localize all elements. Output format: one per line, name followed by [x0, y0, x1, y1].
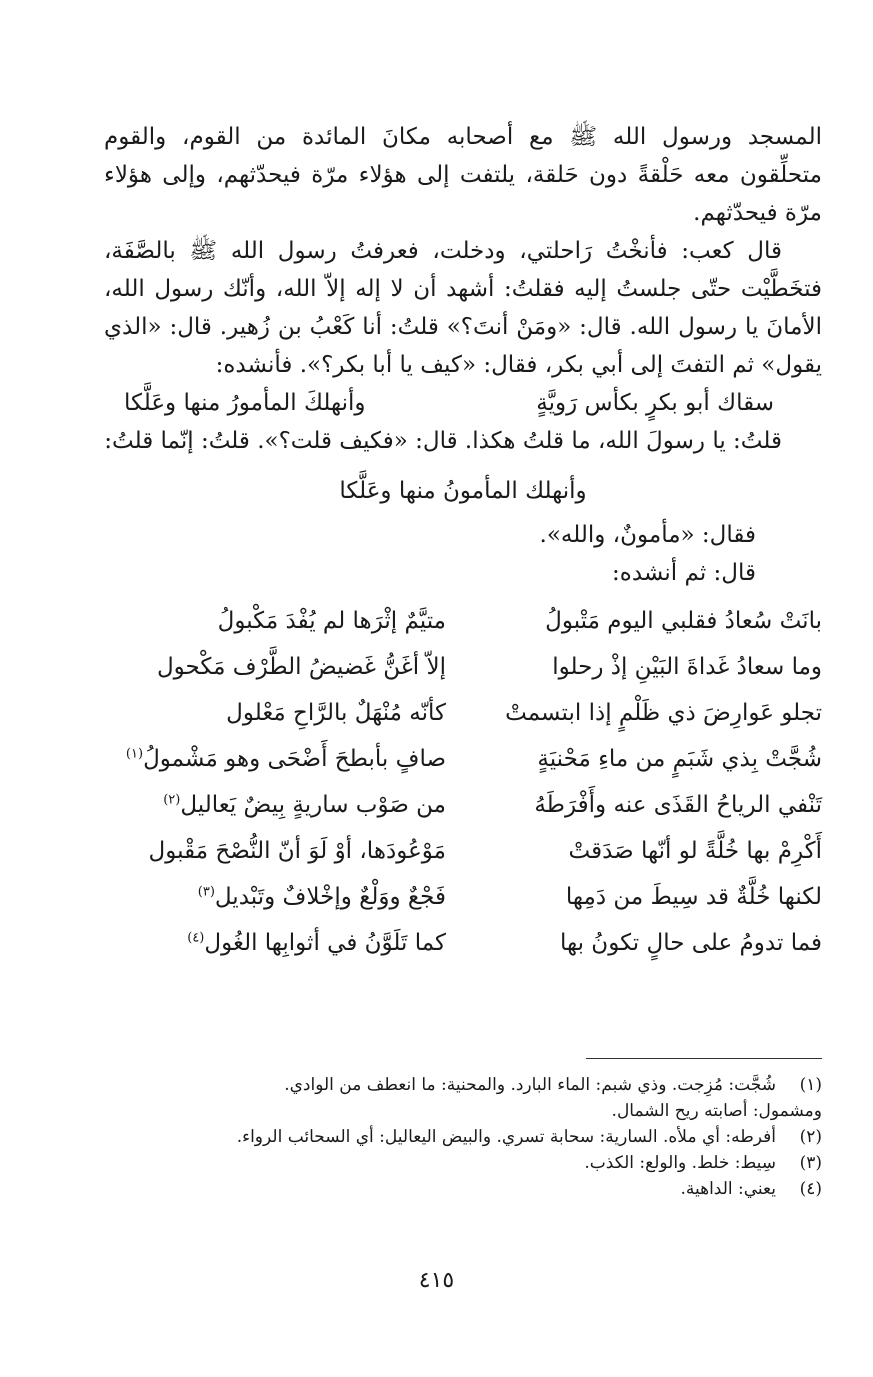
verse-text: متيَّمٌ إثْرَها لم يُفْدَ مَكْبولُ: [217, 608, 446, 634]
verse-second-hemistich: [104, 832, 446, 870]
footnote-separator: [586, 1058, 822, 1059]
verse-second-hemistich: [104, 878, 446, 916]
verse-first-hemistich: تَنْفي الرياحُ القَذَى عنه وأَفْرَطَهُ: [534, 792, 822, 818]
verse-first-hemistich: شُجَّتْ بِذي شَبَمٍ من ماءِ مَحْنيَةٍ: [537, 746, 822, 772]
footnotes: [104, 1072, 822, 1202]
page-number: ٤١٥: [418, 1268, 455, 1293]
centered-verse: وأنهلك المأمونُ منها وعَلَّكا: [339, 478, 587, 504]
footnote-number: (٣): [799, 1153, 822, 1173]
verse-text: فَجْعٌ ووَلْعٌ وإخْلافٌ وتَبْديل: [214, 884, 446, 910]
inline-couplet-right: سقاك أبو بكرٍ بكأس رَويَّةٍ: [536, 390, 774, 416]
poem-verse: [104, 598, 822, 644]
verse-text: كأنّه مُنْهَلٌ بالرَّاحِ مَعْلول: [226, 700, 446, 726]
footnote-text: شُجَّت: مُزِجت. وذي شبم: الماء البارد. والمحنية: ما انعطف من الوادي.: [284, 1075, 776, 1095]
verse-first-hemistich: فما تدومُ على حالٍ تكونُ بها: [559, 930, 822, 956]
verse-first-hemistich: أَكْرِمْ بها خُلَّةً لو أنّها صَدَقتْ: [568, 838, 822, 864]
paragraph-3: قلتُ: يا رسولَ الله، ما قلتُ هكذا. قال: «فكيف قلت؟». قلتُ: إنّما قلتُ:: [104, 428, 782, 454]
footnote-marker: (٢): [163, 792, 181, 808]
verse-second-hemistich: [104, 648, 446, 686]
verse-first-hemistich: بانَتْ سُعادُ فقلبي اليوم مَتْبولُ: [545, 608, 822, 634]
paragraph-1: المسجد ورسول الله ﷺ مع أصحابه مكانَ المائدة من القوم، والقوم متحلِّقون معه حَلْقةً دون حَلقة، يلتفت إلى هؤلاء مرّة فيحدّثهم، وإلى هؤلاء مرّة فيحدّثهم.: [104, 124, 822, 226]
inline-couplet: [104, 384, 822, 422]
main-text: [104, 118, 822, 966]
footnote-marker: (٣): [197, 884, 215, 900]
footnote: [104, 1150, 822, 1176]
verse-second-hemistich: [104, 924, 446, 962]
verse-text: من صَوْب ساريةٍ بِيضٌ يَعاليل: [180, 792, 446, 818]
footnote: [104, 1176, 822, 1202]
footnote: [104, 1124, 822, 1150]
footnote-text: يعني: الداهية.: [680, 1179, 776, 1199]
poem-verse: [104, 782, 822, 828]
verse-text: إلاّ أغَنُّ غَضيضُ الطَّرْف مَكْحول: [156, 654, 446, 680]
verse-first-hemistich: وما سعادُ غَداةَ البَيْنِ إذْ رحلوا: [552, 654, 822, 680]
footnote-text: سِيط: خلط. والولع: الكذب.: [584, 1153, 776, 1173]
verse-text: صافٍ بأبطحَ أَضْحَى وهو مَشْمولُ: [143, 746, 446, 772]
poem: [104, 598, 822, 966]
poem-verse: [104, 690, 822, 736]
verse-first-hemistich: لكنها خُلَّةٌ قد سِيطَ من دَمِها: [565, 884, 822, 910]
verse-text: مَوْعُودَها، أوْ لَوَ أنّ النُّصْحَ مَقْبول: [148, 838, 446, 864]
footnote-number: (٢): [799, 1127, 822, 1147]
footnote: [104, 1072, 822, 1098]
quote-line-2: قال: ثم أنشده:: [612, 560, 756, 586]
verse-second-hemistich: [104, 740, 446, 778]
verse-second-hemistich: [104, 694, 446, 732]
inline-couplet-left: وأنهلكَ المأمورُ منها وعَلَّكا: [124, 390, 366, 416]
verse-second-hemistich: [104, 786, 446, 824]
verse-second-hemistich: [104, 602, 446, 640]
footnote-marker: (٤): [187, 930, 205, 946]
footnote-marker: (١): [125, 746, 144, 762]
poem-verse: [104, 644, 822, 690]
poem-verse: [104, 828, 822, 874]
quote-line-1: فقال: «مأمونٌ، والله».: [539, 522, 756, 548]
footnote-continuation: ومشمول: أصابته ريح الشمال.: [611, 1101, 822, 1121]
verse-text: كما تَلَوَّنُ في أثوابِها الغُول: [204, 930, 446, 956]
footnote-number: (١): [799, 1075, 822, 1095]
footnote-text: أفرطه: أي ملأه. السارية: سحابة تسري. والبيض اليعاليل: أي السحائب الرواء.: [236, 1127, 776, 1147]
footnote-number: (٤): [799, 1179, 822, 1199]
paragraph-2: قال كعب: فأنخْتُ رَاحلتي، ودخلت، فعرفتُ رسول الله ﷺ بالصَّفَة، فتخَطَّيْت حتّى جلستُ إليه فقلتُ: أشهد أن لا إله إلاّ الله، وأنّك رسول الله، الأمانَ يا رسول الله. قال: «ومَنْ أنتَ؟» قلتُ: أنا كَعْبُ بن زُهير. قال: «الذي يقول» ثم التفتَ إلى أبي بكر، فقال: «كيف يا أبا بكر؟». فأنشده:: [104, 238, 822, 378]
poem-verse: [104, 736, 822, 782]
poem-verse: [104, 920, 822, 966]
verse-first-hemistich: تجلو عَوارِضَ ذي ظَلْمٍ إذا ابتسمتْ: [505, 700, 822, 726]
poem-verse: [104, 874, 822, 920]
